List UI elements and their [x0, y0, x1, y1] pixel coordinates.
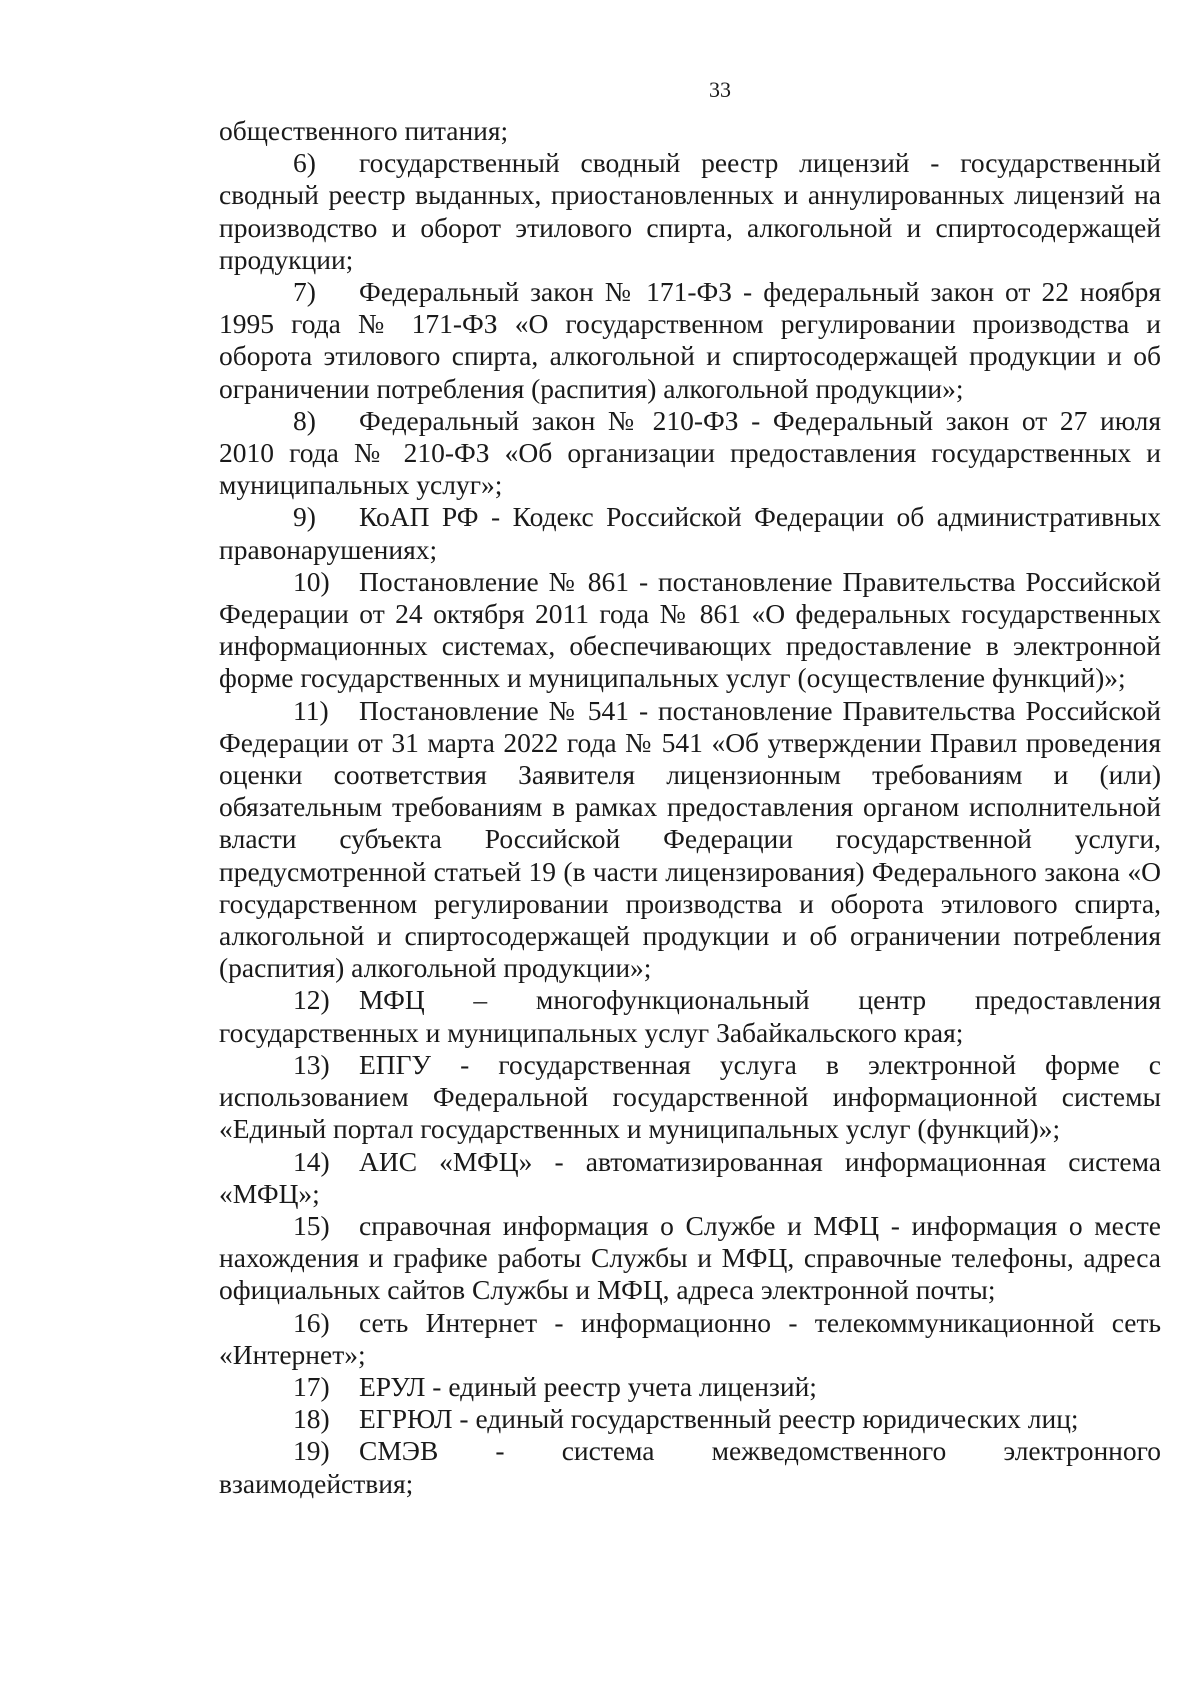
list-item-number: 6)	[293, 147, 316, 179]
list-item-text: справочная информация о Службе и МФЦ - информация о месте нахождения и графике работы Службы и МФЦ, справочные телефоны, адреса официальных сайтов Службы и МФЦ, адреса электронной почты;	[219, 1209, 1161, 1306]
list-item-number: 9)	[293, 501, 316, 533]
list-item-number: 17)	[293, 1370, 330, 1402]
list-item-text: СМЭВ - система межведомственного электронного взаимодействия;	[219, 1435, 1161, 1499]
list-item-number: 8)	[293, 404, 316, 436]
list-item-number: 19)	[293, 1435, 330, 1467]
list-item-number: 7)	[293, 276, 316, 308]
list-item-number: 16)	[293, 1306, 330, 1338]
list-item-12	[219, 984, 1161, 1048]
list-item-text: Федеральный закон № 171-ФЗ - федеральный закон от 22 ноября 1995 года № 171-ФЗ «О государственном регулировании производства и оборота этилового спирта, алкогольной и спиртосодержащей продукции и об ограничении потребления (распития) алкогольной продукции»;	[219, 276, 1161, 404]
list-item-15	[219, 1210, 1161, 1307]
list-item-text: Постановление № 541 - постановление Правительства Российской Федерации от 31 марта 2022 года № 541 «Об утверждении Правил проведения оценки соответствия Заявителя лицензионным требованиям и (или) обязательным требованиям в рамках предоставления органом исполнительной власти субъекта Российской Федерации государственной услуги, предусмотренной статьей 19 (в части лицензирования) Федерального закона «О государственном регулировании производства и оборота этилового спирта, алкогольной и спиртосодержащей продукции и об ограничении потребления (распития) алкогольной продукции»;	[219, 694, 1161, 984]
list-item-14	[219, 1146, 1161, 1210]
list-item-text: ЕРУЛ - единый реестр учета лицензий;	[359, 1370, 817, 1402]
list-item-9	[219, 501, 1161, 565]
list-item-19	[219, 1435, 1161, 1499]
list-item-text: сеть Интернет - информационно - телекоммуникационной сеть «Интернет»;	[219, 1306, 1161, 1370]
list-item-number: 10)	[293, 565, 330, 597]
list-item-11	[219, 695, 1161, 985]
list-item-number: 12)	[293, 984, 330, 1016]
list-item-text: государственный сводный реестр лицензий - государственный сводный реестр выданных, приостановленных и аннулированных лицензий на производство и оборот этилового спирта, алкогольной и спиртосодержащей продукции;	[219, 147, 1161, 275]
list-item-10	[219, 566, 1161, 695]
list-item-number: 14)	[293, 1145, 330, 1177]
list-item-text: АИС «МФЦ» - автоматизированная информационная система «МФЦ»;	[219, 1145, 1161, 1209]
list-item-16	[219, 1307, 1161, 1371]
list-item-6	[219, 147, 1161, 276]
list-item-text: КоАП РФ - Кодекс Российской Федерации об административных правонарушениях;	[219, 501, 1161, 565]
paragraph-text: общественного питания;	[219, 115, 509, 146]
list-item-number: 15)	[293, 1209, 330, 1241]
list-item-text: МФЦ – многофункциональный центр предоставления государственных и муниципальных услуг Забайкальского края;	[219, 984, 1161, 1048]
list-item-17	[219, 1371, 1161, 1403]
list-item-number: 18)	[293, 1403, 330, 1435]
list-item-13	[219, 1049, 1161, 1146]
list-item-text: ЕПГУ - государственная услуга в электронной форме с использованием Федеральной государственной информационной системы «Единый портал государственных и муниципальных услуг (функций)»;	[219, 1048, 1161, 1145]
document-body	[219, 115, 1161, 1500]
list-item-number: 13)	[293, 1048, 330, 1080]
list-item-text: Федеральный закон № 210-ФЗ - Федеральный закон от 27 июля 2010 года № 210-ФЗ «Об организации предоставления государственных и муниципальных услуг»;	[219, 404, 1161, 501]
list-item-number: 11)	[293, 694, 329, 726]
list-item-text: Постановление № 861 - постановление Правительства Российской Федерации от 24 октября 2011 года № 861 «О федеральных государственных информационных системах, обеспечивающих предоставление в электронной форме государственных и муниципальных услуг (осуществление функций)»;	[219, 565, 1161, 694]
list-item-8	[219, 405, 1161, 502]
page-number: 33	[709, 77, 731, 102]
list-item-7	[219, 276, 1161, 405]
list-item-text: ЕГРЮЛ - единый государственный реестр юридических лиц;	[359, 1403, 1079, 1435]
list-item-18	[219, 1403, 1161, 1435]
paragraph-continuation	[219, 115, 1161, 147]
